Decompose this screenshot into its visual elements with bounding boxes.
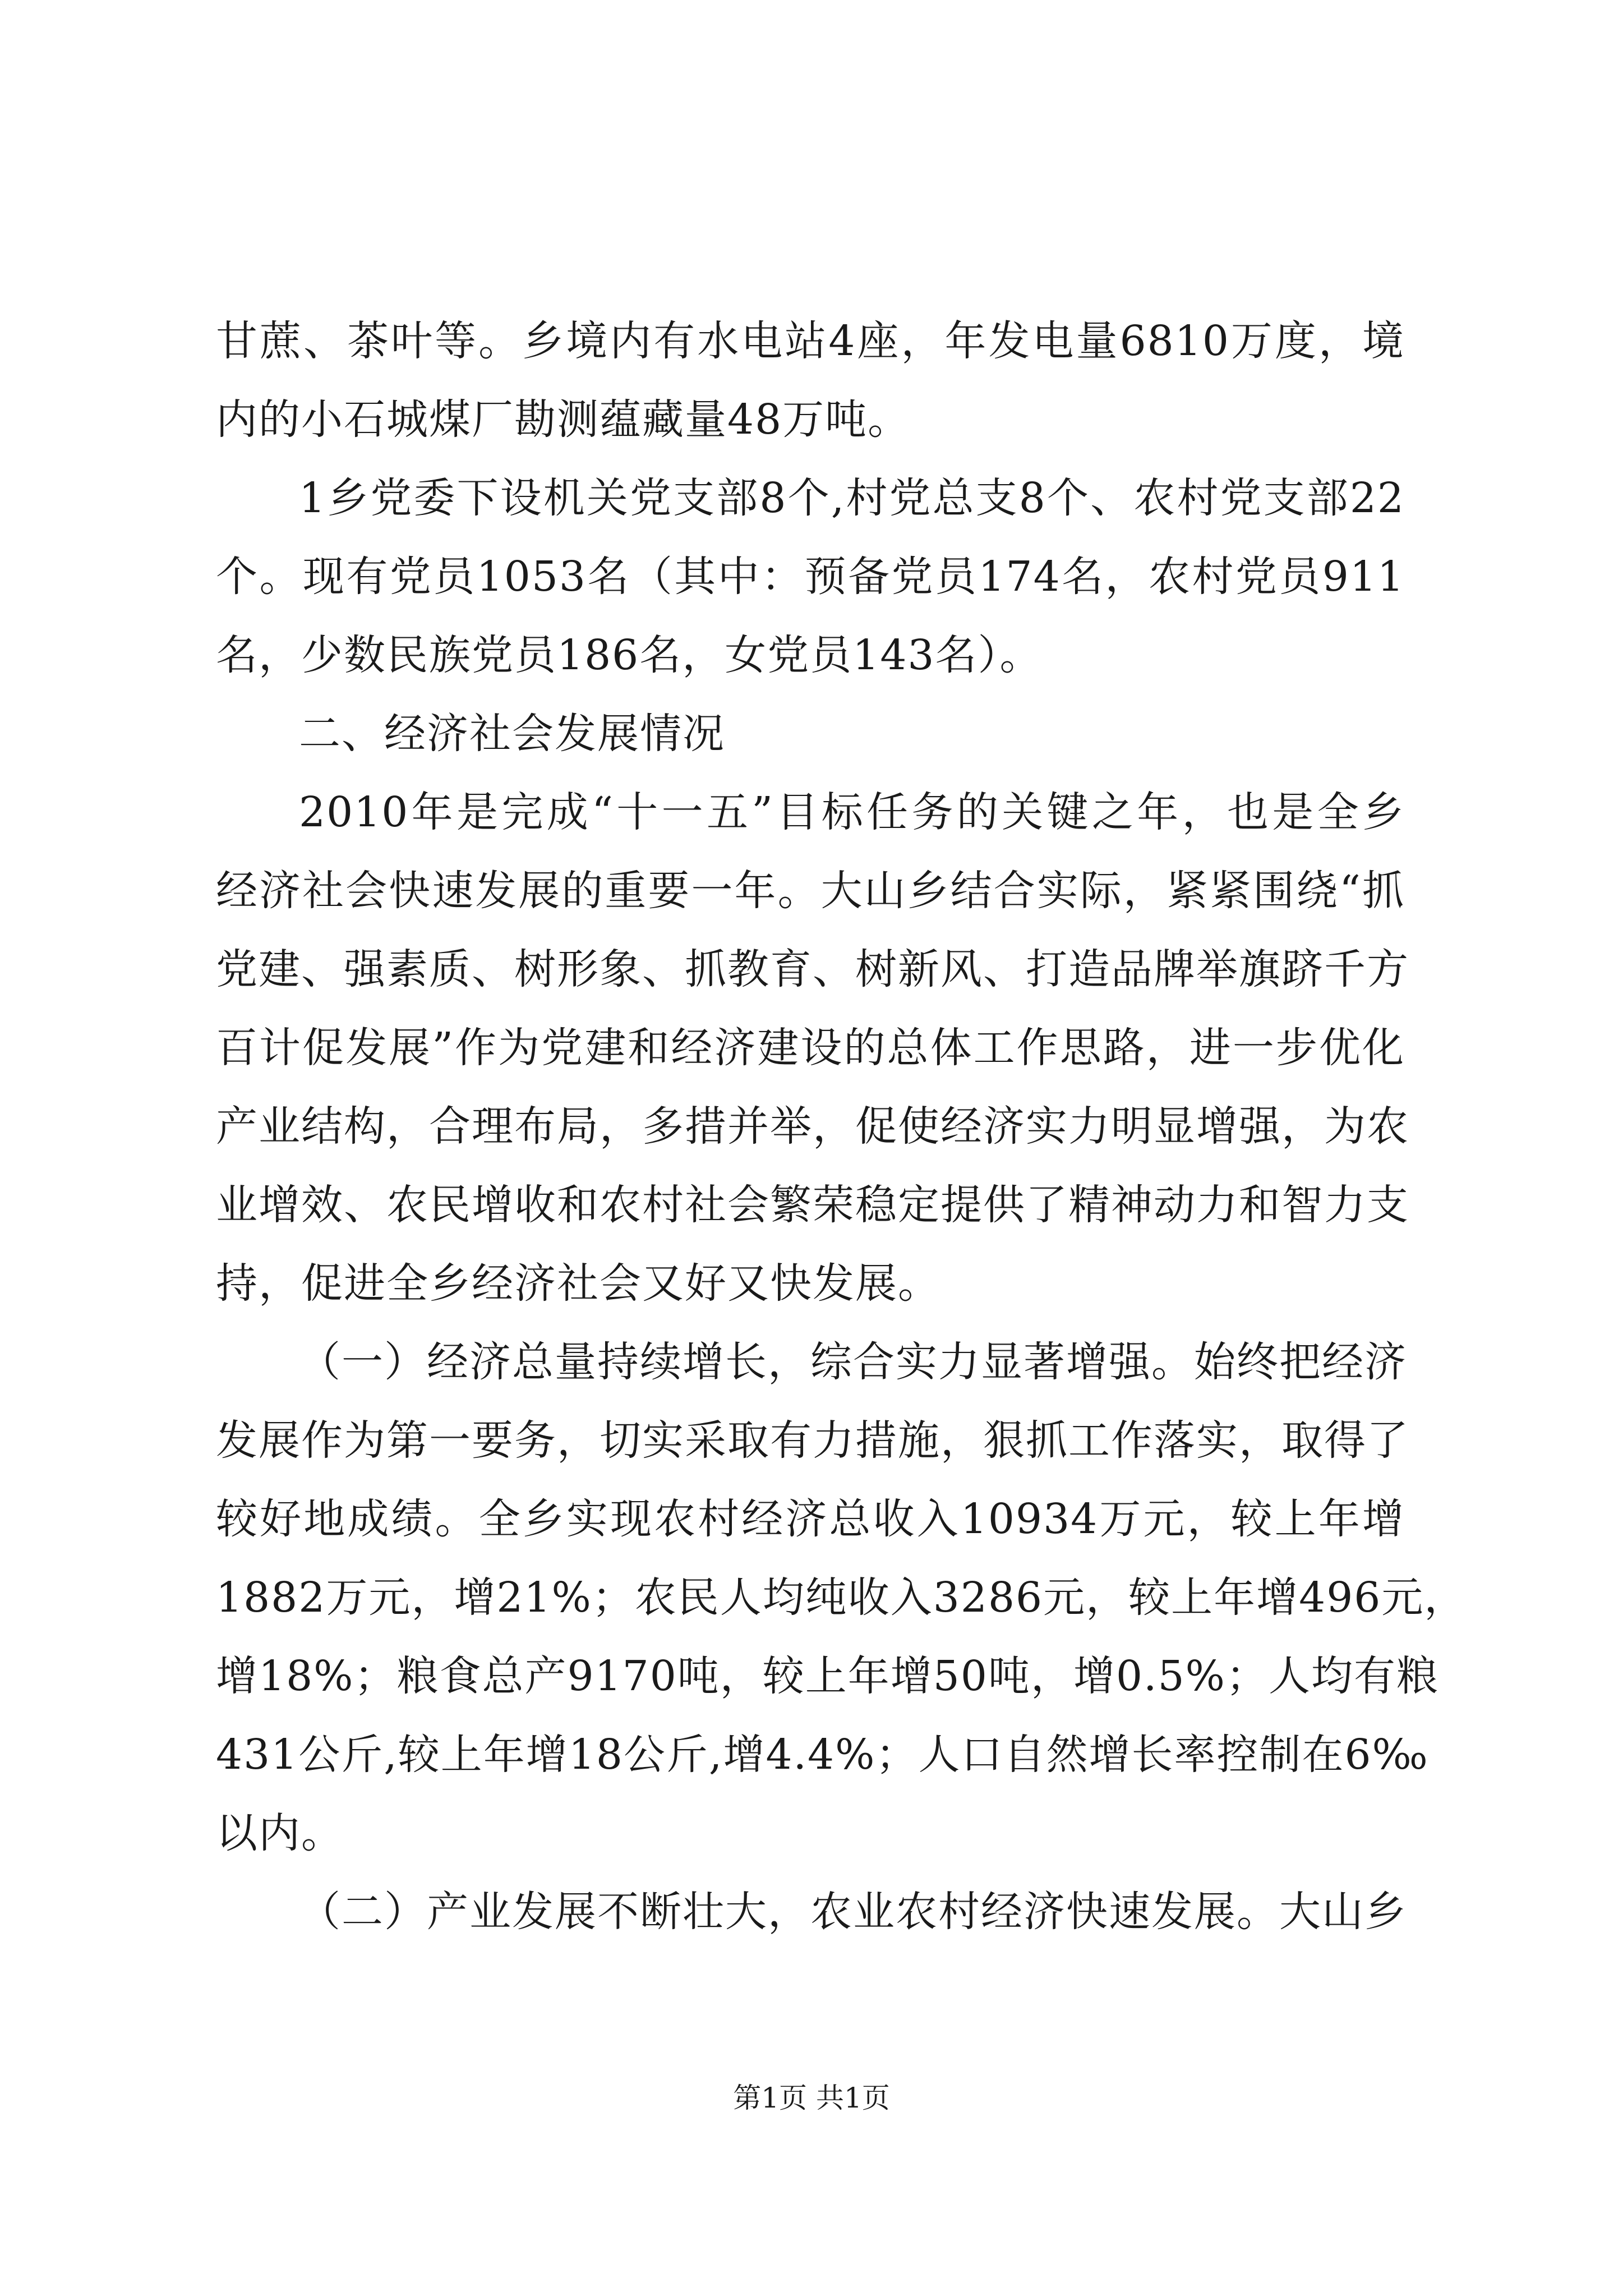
text-line: 2010年是完成“十一五”目标任务的关键之年，也是全乡: [299, 788, 1405, 836]
text-line: 1882万元，增21%；农民人均纯收入3286元，较上年增496元，: [216, 1573, 1467, 1622]
text-line: 名，少数民族党员186名，女党员143名）。: [216, 631, 1043, 679]
page-footer: 第1页 共1页: [733, 2082, 890, 2114]
section-heading: 二、经济社会发展情况: [299, 710, 725, 758]
text-line: 431公斤,较上年增18公斤,增4.4%；人口自然增长率控制在6‰: [216, 1731, 1429, 1779]
text-line: 业增效、农民增收和农村社会繁荣稳定提供了精神动力和智力支: [216, 1181, 1409, 1229]
text-line: 甘蔗、茶叶等。乡境内有水电站4座，年发电量6810万度，境: [216, 317, 1405, 365]
text-line: 1乡党委下设机关党支部8个,村党总支8个、农村党支部22: [299, 474, 1405, 522]
text-line: 较好地成绩。全乡实现农村经济总收入10934万元，较上年增: [216, 1495, 1405, 1543]
text-line: （二）产业发展不断壮大，农业农村经济快速发展。大山乡: [299, 1888, 1407, 1936]
text-line: 经济社会快速发展的重要一年。大山乡结合实际，紧紧围绕“抓: [216, 867, 1405, 915]
text-line: （一）经济总量持续增长，综合实力显著增强。始终把经济: [299, 1338, 1407, 1386]
text-line: 产业结构，合理布局，多措并举，促使经济实力明显增强，为农: [216, 1102, 1409, 1151]
text-line: 内的小石城煤厂勘测蕴藏量48万吨。: [216, 395, 911, 444]
text-line: 持，促进全乡经济社会又好又快发展。: [216, 1259, 940, 1308]
text-line: 党建、强素质、树形象、抓教育、树新风、打造品牌举旗跻千方: [216, 945, 1409, 993]
document-body: [216, 302, 1467, 1951]
text-line: 个。现有党员1053名（其中：预备党员174名，农村党员911: [216, 553, 1405, 601]
text-line: 发展作为第一要务，切实采取有力措施，狠抓工作落实，取得了: [216, 1416, 1409, 1465]
text-line: 增18%；粮食总产9170吨，较上年增50吨，增0.5%；人均有粮: [216, 1652, 1439, 1700]
text-line: 百计促发展”作为党建和经济建设的总体工作思路，进一步优化: [216, 1024, 1405, 1072]
text-line: 以内。: [216, 1809, 344, 1857]
